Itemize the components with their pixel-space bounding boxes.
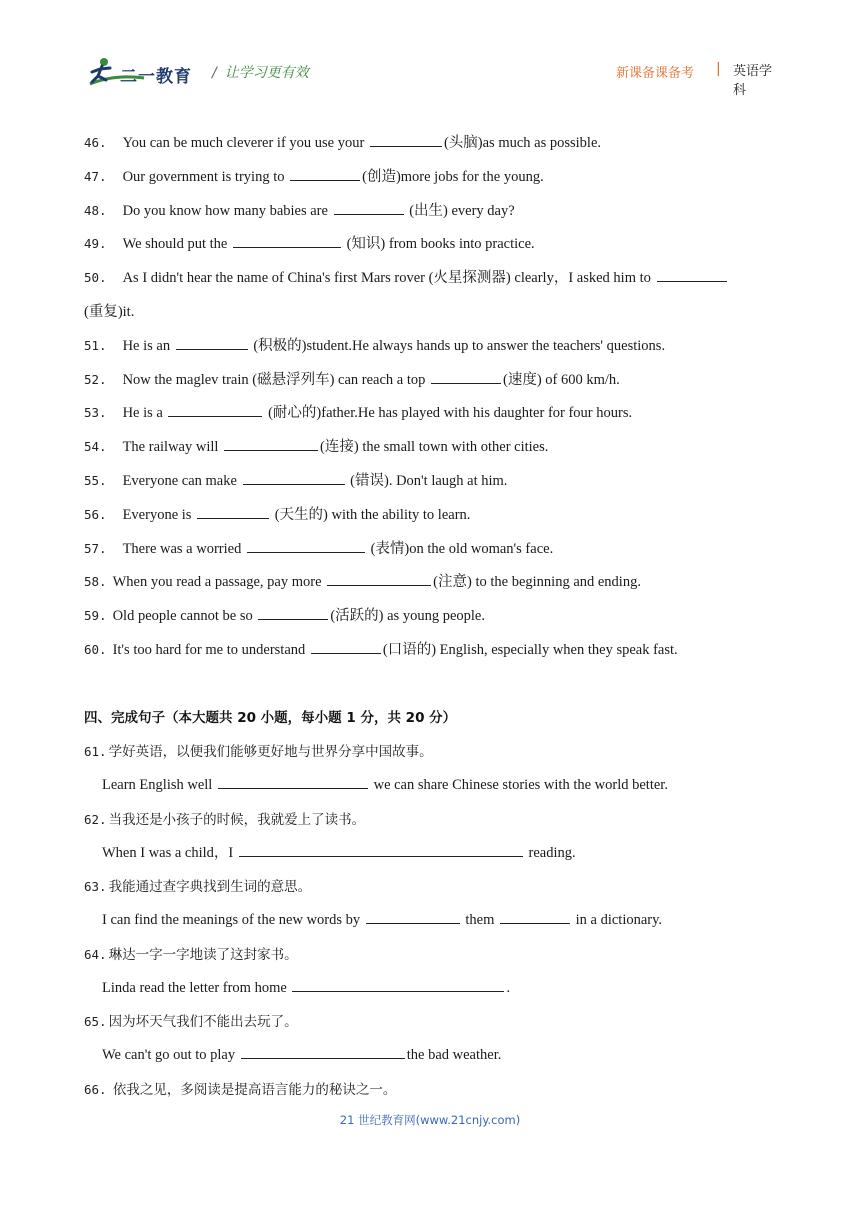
- question-text: Do you know how many babies are: [122, 202, 332, 219]
- answer-blank[interactable]: [366, 909, 460, 924]
- header-subject: 英语学科: [733, 64, 773, 98]
- sentence-prompt: [84, 943, 298, 964]
- answer-blank[interactable]: [327, 571, 431, 586]
- header-separator: |: [716, 61, 721, 77]
- question-number: 58.: [84, 574, 107, 590]
- question-number: 48.: [84, 202, 107, 218]
- question-text: (出生) every day?: [405, 202, 515, 219]
- sentence-text: Linda read the letter from home: [102, 979, 291, 996]
- answer-blank[interactable]: [258, 605, 328, 620]
- sentence-text: in a dictionary.: [572, 912, 663, 928]
- question-text: (耐心的)father.He has played with his daughter for four hours.: [264, 405, 633, 422]
- question-text: There was a worried: [122, 540, 245, 557]
- question-number: 54.: [84, 439, 107, 455]
- question-number: 56.: [84, 506, 107, 522]
- question-number: 60.: [84, 642, 107, 657]
- answer-blank[interactable]: [311, 639, 381, 654]
- question-text: (知识) from books into practice.: [342, 236, 535, 253]
- question-item: [84, 503, 470, 524]
- sentence-prompt: [84, 808, 365, 829]
- question-item: [84, 401, 632, 422]
- question-item: [84, 469, 507, 490]
- english-sentence: [102, 841, 576, 862]
- question-text: Everyone can make: [122, 473, 241, 489]
- question-text: Old people cannot be so: [112, 608, 257, 625]
- question-item: [84, 131, 601, 152]
- question-item: [84, 232, 535, 253]
- page-header: [0, 0, 860, 110]
- question-text: We should put the: [122, 236, 231, 253]
- chinese-sentence: 琳达一字一字地读了这封家书。: [108, 946, 298, 963]
- section-title: 四、完成句子（本大题共 20 小题，每小题 1 分，共 20 分）: [84, 710, 457, 726]
- sentence-prompt: [84, 740, 433, 761]
- question-number: 57.: [84, 540, 107, 556]
- sentence-text: We can't go out to play: [102, 1047, 239, 1064]
- slogan: / 让学习更有效: [212, 65, 309, 81]
- question-item: [84, 266, 729, 287]
- question-text: (连接) the small town with other cities.: [320, 439, 549, 456]
- answer-blank[interactable]: [247, 538, 365, 553]
- question-number: 49.: [84, 236, 107, 252]
- sentence-text: the bad weather.: [406, 1047, 502, 1064]
- english-sentence: [102, 977, 510, 997]
- answer-blank[interactable]: [197, 504, 269, 519]
- question-text: (头脑)as much as possible.: [443, 135, 602, 151]
- question-text: (创造)more jobs for the young.: [362, 168, 544, 185]
- sentence-text: When I was a child，I: [102, 845, 237, 862]
- answer-blank[interactable]: [218, 774, 368, 789]
- chinese-sentence: 因为坏天气我们不能出去玩了。: [108, 1014, 298, 1031]
- answer-blank[interactable]: [290, 166, 360, 181]
- question-number: 47.: [84, 168, 107, 184]
- sentence-prompt: [84, 875, 311, 896]
- answer-blank[interactable]: [334, 200, 404, 215]
- chinese-sentence: 学好英语，以便我们能够更好地与世界分享中国故事。: [108, 744, 433, 760]
- english-sentence: [102, 774, 668, 794]
- question-number: 46.: [84, 135, 107, 150]
- sentence-prompt: [84, 1010, 298, 1031]
- question-number: 59.: [84, 608, 107, 624]
- question-text: (错误). Don't laugh at him.: [346, 473, 508, 489]
- question-item: [84, 334, 665, 355]
- answer-blank[interactable]: [431, 369, 501, 384]
- question-item: [84, 165, 544, 186]
- question-number: 66.: [84, 1082, 107, 1097]
- logo-text: 二一教育: [120, 67, 192, 86]
- question-text: When you read a passage, pay more: [112, 574, 326, 591]
- answer-blank[interactable]: [292, 977, 504, 992]
- question-text: Our government is trying to: [122, 168, 289, 185]
- question-text: Now the maglev train (磁悬浮列车) can reach a top: [122, 371, 429, 388]
- question-item: [84, 368, 620, 389]
- sentence-text: .: [506, 979, 511, 996]
- question-text: (口语的) English, especially when they speak fast.: [382, 642, 678, 658]
- sentence-text: we can share Chinese stories with the world better.: [369, 776, 668, 793]
- question-item: [84, 435, 548, 456]
- question-item: [84, 199, 515, 220]
- question-number: 55.: [84, 473, 107, 488]
- answer-blank[interactable]: [243, 470, 345, 485]
- question-number: 61.: [84, 744, 107, 759]
- question-number: 62.: [84, 811, 107, 827]
- question-text: The railway will: [122, 439, 223, 456]
- answer-blank[interactable]: [239, 842, 523, 857]
- answer-blank[interactable]: [241, 1044, 405, 1059]
- chinese-sentence: 当我还是小孩子的时候，我就爱上了读书。: [108, 811, 366, 828]
- answer-blank[interactable]: [500, 909, 570, 924]
- english-sentence: [102, 1044, 501, 1064]
- question-number: 52.: [84, 371, 107, 387]
- question-item: [84, 638, 678, 659]
- question-text: It's too hard for me to understand: [112, 642, 309, 658]
- question-text: He is a: [122, 405, 167, 422]
- question-text: (表情)on the old woman's face.: [366, 540, 554, 557]
- chinese-sentence: 依我之见，多阅读是提高语言能力的秘诀之一。: [108, 1082, 397, 1098]
- question-text: As I didn't hear the name of China's first Mars rover (火星探测器) clearly，I asked him to: [122, 270, 655, 287]
- question-text: (天生的) with the ability to learn.: [271, 506, 471, 523]
- sentence-text: them: [461, 912, 498, 928]
- question-text: He is an: [122, 337, 174, 354]
- sentence-prompt: [84, 1078, 396, 1099]
- sentence-text: reading.: [524, 845, 576, 862]
- answer-blank[interactable]: [176, 335, 248, 350]
- question-number: 51.: [84, 337, 107, 353]
- answer-blank[interactable]: [370, 132, 442, 147]
- question-text: (速度) of 600 km/h.: [503, 371, 620, 388]
- chinese-sentence: 我能通过查字典找到生词的意思。: [108, 879, 312, 896]
- question-continuation: (重复)it.: [84, 304, 135, 320]
- question-text: (活跃的) as young people.: [330, 608, 485, 625]
- question-number: 50.: [84, 270, 107, 286]
- question-text: (积极的)student.He always hands up to answer the teachers' questions.: [249, 337, 666, 354]
- page-footer: 21 世纪教育网(www.21cnjy.com): [339, 1113, 521, 1127]
- question-number: 53.: [84, 405, 107, 421]
- english-sentence: [102, 909, 662, 929]
- header-tagline: 新课备课备考: [616, 66, 695, 81]
- question-item: [84, 604, 485, 625]
- question-number: 63.: [84, 879, 107, 895]
- answer-blank[interactable]: [233, 233, 341, 248]
- question-item: [84, 537, 553, 558]
- question-number: 64.: [84, 946, 107, 962]
- answer-blank[interactable]: [168, 402, 262, 417]
- answer-blank[interactable]: [224, 436, 318, 451]
- sentence-text: I can find the meanings of the new words by: [102, 912, 364, 928]
- question-text: You can be much cleverer if you use your: [122, 135, 368, 151]
- question-number: 65.: [84, 1014, 107, 1030]
- sentence-text: Learn English well: [102, 776, 216, 793]
- question-text: Everyone is: [122, 506, 196, 523]
- question-item: [84, 570, 641, 591]
- question-text: (注意) to the beginning and ending.: [433, 574, 641, 591]
- answer-blank[interactable]: [657, 267, 727, 282]
